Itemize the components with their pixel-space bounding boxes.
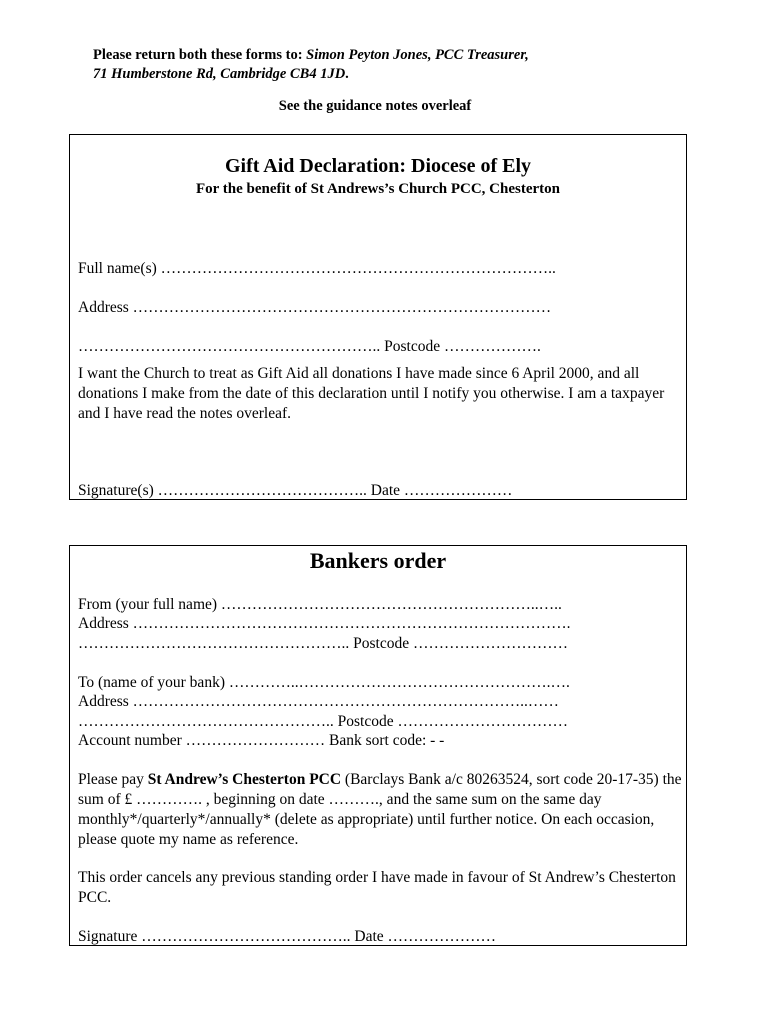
declaration-text: I want the Church to treat as Gift Aid all donations I have made since 6 April 2000, and all donations I make from the date of this declaration until I notify you otherwise. I am a taxpayer and I have read the notes overleaf. [78, 365, 665, 422]
gift-aid-subtitle: For the benefit of St Andrews’s Church PCC, Chesterton [195, 181, 560, 197]
address-period: . [345, 66, 349, 82]
full-name-field[interactable]: Full name(s) ………………………………………………………………….. [78, 260, 556, 277]
return-prefix: Please return both these forms to: [93, 47, 307, 63]
bankers-order-form [69, 545, 687, 946]
payment-instructions [78, 770, 683, 850]
address-field[interactable]: Address ……………………………………………………………………… [78, 299, 552, 316]
pay-prefix: Please pay [78, 771, 148, 788]
treasurer-address: 71 Humberstone Rd, Cambridge CB4 1JD [93, 66, 346, 82]
bank-address-field[interactable]: Address …………………………………………………………………..…… [78, 693, 559, 710]
guidance-note: See the guidance notes overleaf [278, 98, 472, 114]
from-postcode-field[interactable]: …………………………………………….. Postcode ………………………… [78, 635, 568, 652]
gift-aid-form [69, 134, 687, 500]
pay-details: (Barclays Bank a/c 80263524, sort code 20-17-35) the sum of £ …………. , beginning on date ………., and the same sum on the same day monthly*/quarterly*/annually* (delete as appropriate) until further notice. On each occasion, please quote my name as reference. [78, 771, 682, 848]
cancellation-text: This order cancels any previous standing order I have made in favour of St Andrew’s Chesterton PCC. [78, 869, 676, 906]
return-instructions-line2 [93, 65, 713, 83]
address-postcode-field[interactable]: ………………………………………………….. Postcode ………………. [78, 338, 541, 355]
bank-name-field[interactable]: To (name of your bank) …………..………………………………………….…. [78, 674, 570, 691]
bankers-order-title: Bankers order [309, 548, 447, 573]
bank-postcode-field[interactable]: ………………………………………….. Postcode …………………………… [78, 713, 568, 730]
from-address-field[interactable]: Address …………………………………………………………………………. [78, 615, 571, 632]
bankers-order-signature-field[interactable]: Signature ………………………………….. Date ………………… [78, 928, 497, 945]
return-instructions-line1 [93, 46, 713, 64]
account-details-field[interactable]: Account number ……………………… Bank sort code: - - [78, 732, 445, 749]
treasurer-name: Simon Peyton Jones, PCC Treasurer, [306, 47, 529, 63]
from-name-field[interactable]: From (your full name) ……………………………………………………..….. [78, 596, 562, 613]
gift-aid-signature-field[interactable]: Signature(s) ………………………………….. Date ………………… [78, 482, 513, 499]
payee-name: St Andrew’s Chesterton PCC [147, 771, 342, 788]
gift-aid-title: Gift Aid Declaration: Diocese of Ely [224, 155, 532, 177]
